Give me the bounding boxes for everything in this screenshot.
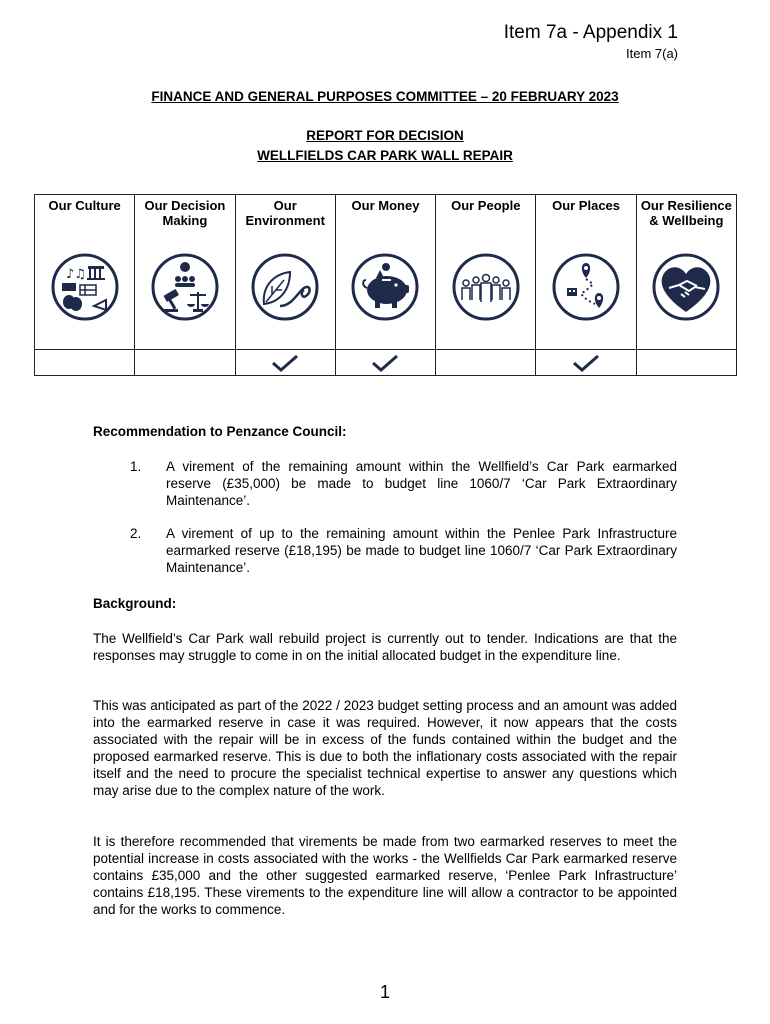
item-appendix-label: Item 7a - Appendix 1 [503, 22, 678, 43]
theme-label: Our Culture [48, 198, 121, 213]
background-paragraph: It is therefore recommended that virements be made from two earmarked reserves to meet the potential increase in costs associated with the works - the Wellfields Car Park earmarked reserve contains £35,000 and the other suggested earmarked reserve, ‘Penlee Park Infrastructure’ contains £18,195. These virements to the expenditure line will allow a contractor to be appointed and for the works to commence. [93, 834, 677, 917]
theme-check-cell [35, 350, 135, 376]
theme-cell-decision-making [135, 195, 235, 350]
theme-label: Our Places [552, 198, 621, 213]
people-icon [451, 252, 521, 322]
checkmark-icon [370, 353, 400, 373]
report-subject: WELLFIELDS CAR PARK WALL REPAIR [257, 148, 513, 163]
theme-label: Our Decision Making [144, 198, 226, 228]
page-number: 1 [379, 982, 390, 1002]
heart-handshake-icon [651, 252, 721, 322]
theme-label: Our People [451, 198, 521, 213]
theme-label: Our Money [351, 198, 420, 213]
theme-check-cell [235, 350, 335, 376]
culture-icon [50, 252, 120, 322]
theme-cell-culture [35, 195, 135, 350]
item-reference: Item 7(a) [625, 46, 678, 61]
background-heading: Background: [93, 596, 177, 611]
background-paragraph: The Wellfield’s Car Park wall rebuild project is currently out to tender. Indications are that the responses may struggle to come in on the initial allocated budget in the expenditure line. [93, 631, 677, 663]
theme-cell-places [536, 195, 636, 350]
recommendation-heading: Recommendation to Penzance Council: [93, 424, 347, 439]
decision-making-icon [150, 252, 220, 322]
theme-check-cell [536, 350, 636, 376]
environment-icon [250, 252, 320, 322]
theme-cell-environment [235, 195, 335, 350]
report-type: REPORT FOR DECISION [306, 128, 464, 143]
piggy-bank-icon [350, 252, 420, 322]
item-text: A virement of the remaining amount within the Wellfield’s Car Park earmarked reserve (£35,000) be made to budget line 1060/7 ‘Car Park Extraordinary Maintenance’. [166, 459, 677, 508]
theme-check-cell [335, 350, 435, 376]
checkmark-icon [270, 353, 300, 373]
council-themes-table [34, 194, 737, 376]
theme-cell-people [436, 195, 536, 350]
places-icon [551, 252, 621, 322]
item-text: A virement of up to the remaining amount within the Penlee Park Infrastructure earmarked reserve (£18,195) be made to budget line 1060/7 ‘Car Park Extraordinary Maintenance’. [166, 526, 677, 575]
theme-label: Our Resilience & Wellbeing [640, 198, 732, 228]
theme-check-cell [436, 350, 536, 376]
committee-title: FINANCE AND GENERAL PURPOSES COMMITTEE – 20 FEBRUARY 2023 [151, 89, 619, 104]
theme-check-cell [135, 350, 235, 376]
checkmark-icon [571, 353, 601, 373]
item-number: 2. [130, 526, 142, 541]
svg-text:♪♫: ♪♫ [65, 267, 86, 282]
theme-check-cell [636, 350, 736, 376]
theme-label: Our Environment [245, 198, 325, 228]
theme-cell-resilience-wellbeing [636, 195, 736, 350]
theme-cell-money [335, 195, 435, 350]
item-number: 1. [130, 459, 142, 474]
background-paragraph: This was anticipated as part of the 2022 / 2023 budget setting process and an amount was added into the earmarked reserve in case it was required. However, it now appears that the costs associated with the repair will be in excess of the funds contained within the budget and the proposed earmarked reserve. This is due to both the inflationary costs associated with the repair itself and the need to procure the specialist technical expertise to answer any questions which may arise due to the complex nature of the work. [93, 698, 677, 798]
